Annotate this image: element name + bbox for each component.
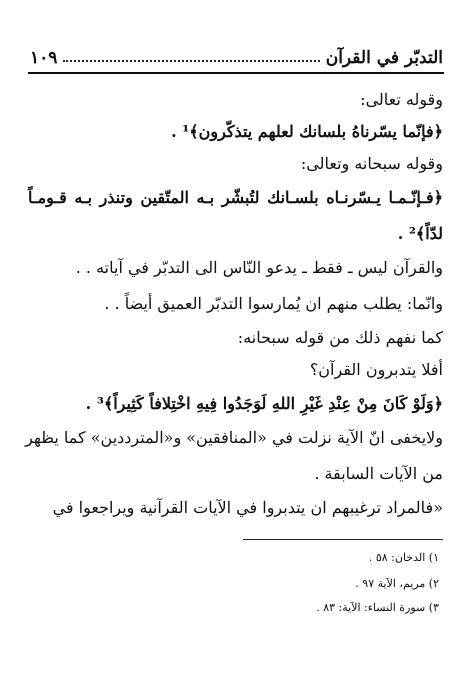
text-line: وقوله تعالى: <box>360 90 443 109</box>
text-line: «فالمراد ترغيبهم ان يتدبروا في الآيات القرآنية ويراجعوا في <box>52 498 443 517</box>
text-line: أفلا يتدبرون القرآن؟ <box>309 360 443 379</box>
verse-line: ﴿فإنّما يسّرناهُ بلسانك لعلهم يتذكّرون﴾¹ . <box>171 122 443 141</box>
text-line: كما نفهم ذلك من قوله سبحانه: <box>237 328 443 347</box>
text-line: وانّما: يطلب منهم ان يُمارسوا التدبّر العميق أيضاً . . <box>104 294 443 313</box>
footnote: ٢) مريم، الآية ٩٧ . <box>355 577 439 590</box>
header-rule <box>28 72 444 74</box>
footnote: ١) الدخان: ٥٨ . <box>368 551 439 564</box>
page-number: ١٠٩ <box>30 48 58 68</box>
text-line: وقوله سبحانه وتعالى: <box>300 154 443 173</box>
header-leader-dots <box>63 59 319 62</box>
text-line: والقرآن ليس ـ فقط ـ يدعو النّاس الى التدبّر في آياته . . <box>75 258 443 277</box>
footnote-rule <box>243 539 443 540</box>
verse-line: ﴿وَلَوْ كَانَ مِنْ عِنْدِ غَيْرِ اللهِ لَوَجَدُوا فِيهِ اخْتِلافاً كَثِيراً﴾³ . <box>85 394 443 413</box>
text-line: من الآيات السابقة . <box>314 464 443 483</box>
header-title: التدبّر في القرآن <box>325 48 443 68</box>
verse-line: ﴿فـإنّـمـا يـسّرنـاه بلسـانك لتُبشّر بـه المتّقين وتنذر بـه قـومـاً <box>28 188 443 207</box>
running-header <box>30 44 443 68</box>
text-line: ولايخفى انّ الآية نزلت في «المنافقين» و«المترددين» كما يظهر <box>25 428 443 447</box>
verse-line: لدّاً﴾² . <box>397 224 443 243</box>
footnote: ٣) سورة النساء: الآية: ٨٣ . <box>316 601 439 614</box>
